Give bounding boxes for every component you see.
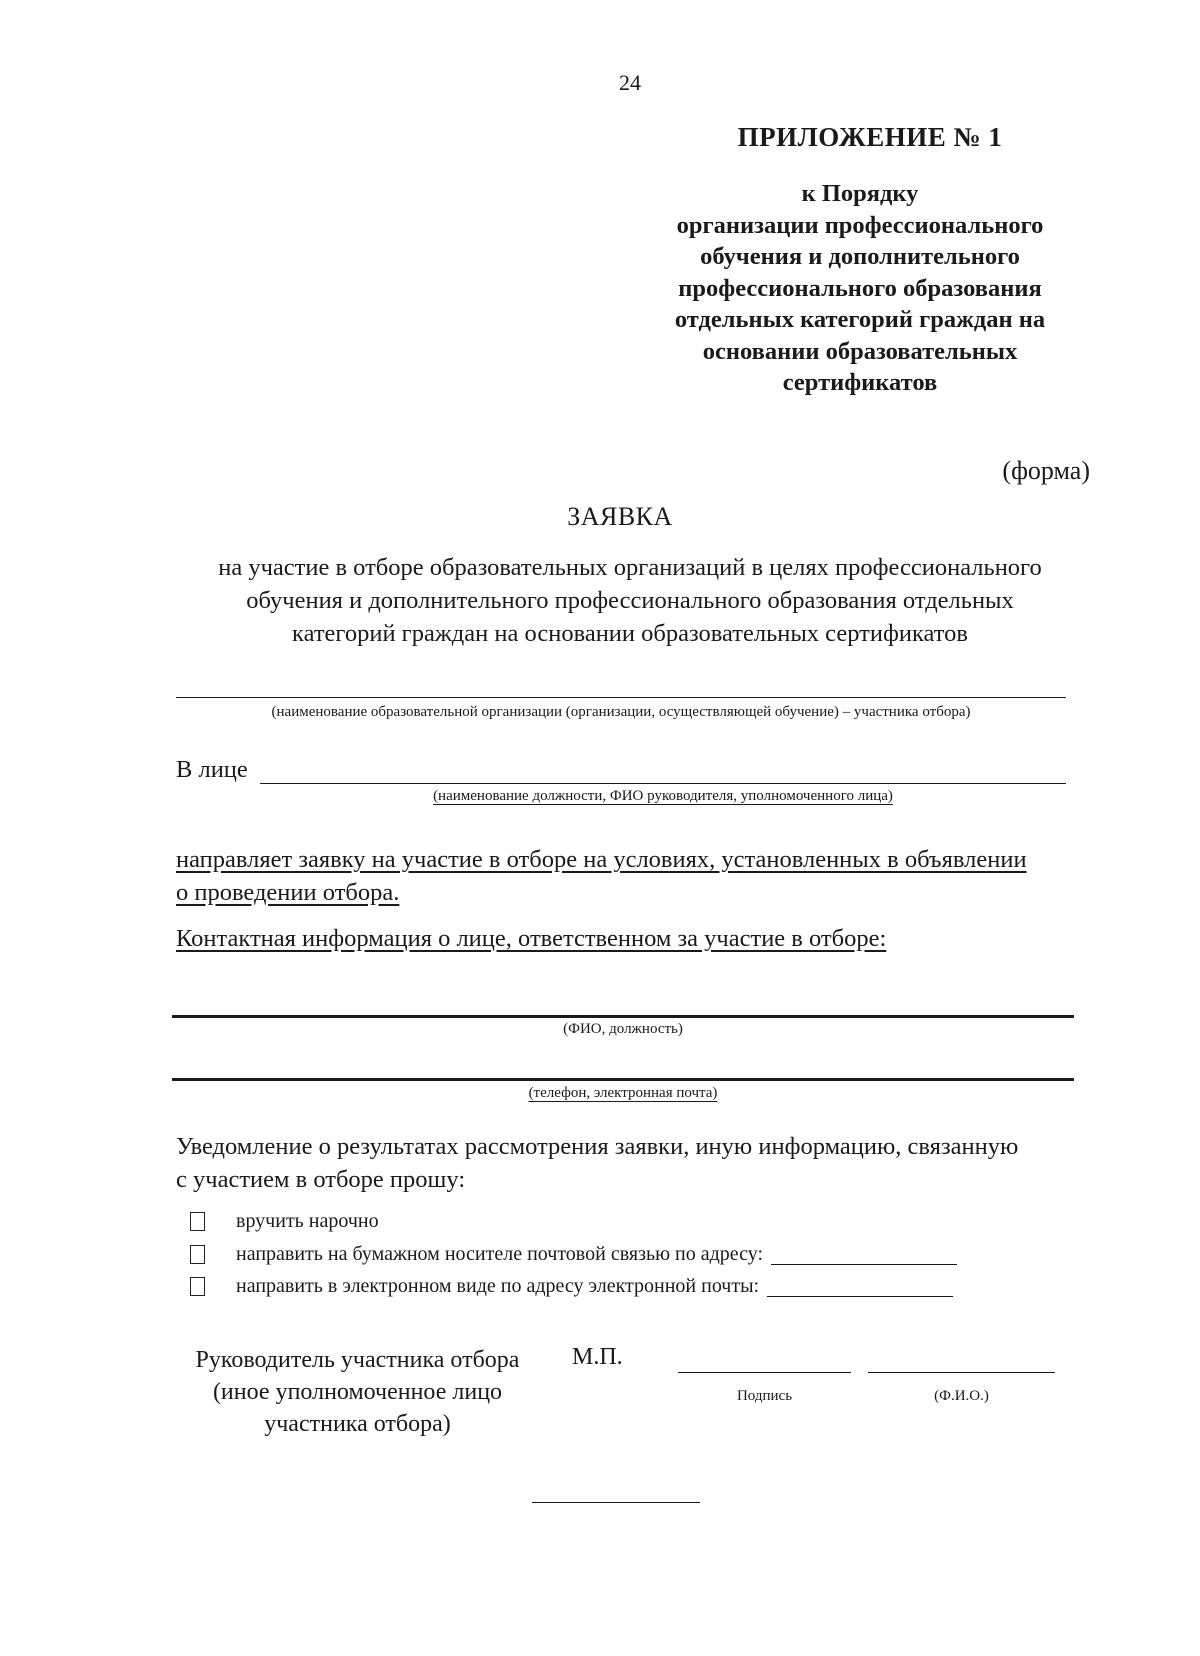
document-title: ЗАЯВКА [567,502,673,531]
notification-line: Уведомление о результатах рассмотрения заявки, иную информацию, связанную [176,1133,1019,1160]
appendix-line: к Порядку [801,180,919,207]
appendix-line: профессионального образования [678,274,1042,302]
in-person-label: В лице [176,756,248,783]
in-person-field[interactable] [260,783,1066,784]
appendix-line: основании образовательных [702,337,1018,365]
signer-line: участника отбора) [264,1411,451,1437]
contact-phone-email-field[interactable] [172,1078,1074,1081]
organization-name-field[interactable] [176,697,1066,698]
sends-application-text [176,843,1027,909]
option-label: направить в электронном виде по адресу электронной почты: [236,1275,760,1297]
document-subtitle [170,551,1090,650]
checkbox[interactable] [190,1245,205,1264]
option-email[interactable] [190,1275,953,1298]
subtitle-line: на участие в отборе образовательных организаций в целях профессионального [218,554,1042,581]
form-label: (форма) [1002,456,1090,485]
sends-line: о проведении отбора. [176,879,400,906]
appendix-line: отдельных категорий граждан на [674,306,1046,333]
signer-block [170,1344,545,1440]
notification-line: с участием в отборе прошу: [176,1166,466,1193]
contact-fio-caption: (ФИО, должность) [563,1021,683,1037]
appendix-title: ПРИЛОЖЕНИЕ № 1 [737,122,1003,152]
checkbox[interactable] [190,1277,205,1296]
email-address-field[interactable] [767,1276,953,1297]
appendix-line: организации профессионального [676,211,1044,239]
full-name-field[interactable] [868,1372,1055,1373]
appendix-line: обучения и дополнительного [700,243,1020,270]
organization-name-caption: (наименование образовательной организации (организации, осуществляющей обучение) – участника отбора) [271,704,971,720]
subtitle-line: категорий граждан на основании образовательных сертификатов [292,620,968,647]
checkbox[interactable] [190,1212,205,1231]
contact-heading: Контактная информация о лице, ответственном за участие в отборе: [176,925,887,952]
signer-line: (иное уполномоченное лицо [212,1379,503,1405]
signature-caption: Подпись [736,1388,793,1404]
option-hand-delivery[interactable] [190,1210,379,1233]
full-name-caption: (Ф.И.О.) [934,1388,989,1404]
contact-phone-email-caption: (телефон, электронная почта) [528,1085,718,1101]
option-label: вручить нарочно [236,1210,379,1232]
footer-divider [532,1502,700,1503]
page-number: 24 [619,70,641,95]
signature-field[interactable] [678,1372,851,1373]
appendix-description [600,178,1120,399]
postal-address-field[interactable] [771,1244,957,1265]
option-postal-mail[interactable] [190,1243,957,1266]
appendix-line: сертификатов [782,369,938,396]
sends-line: направляет заявку на участие в отборе на условиях, установленных в объявлении [176,846,1027,873]
stamp-label: М.П. [572,1344,623,1370]
subtitle-line: обучения и дополнительного профессионального образования отдельных [246,587,1014,614]
in-person-caption: (наименование должности, ФИО руководителя, уполномоченного лица) [433,788,893,804]
notification-text [176,1130,1018,1196]
contact-fio-field[interactable] [172,1015,1074,1018]
signer-line: Руководитель участника отбора [195,1347,520,1373]
option-label: направить на бумажном носителе почтовой связью по адресу: [236,1243,764,1265]
